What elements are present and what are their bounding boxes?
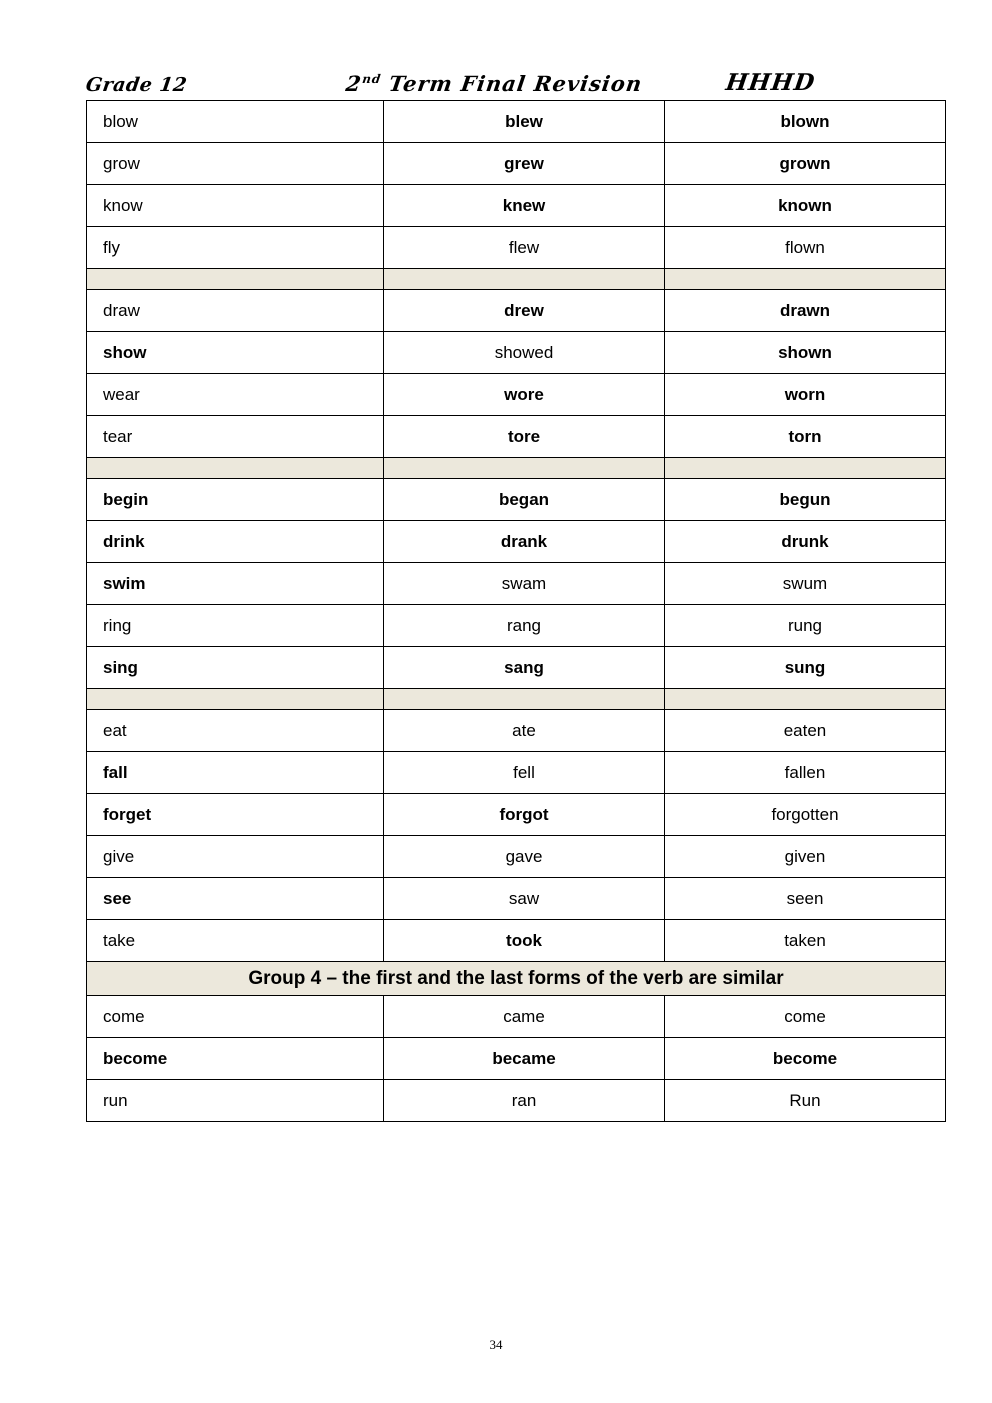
verb-base-cell: begin: [87, 479, 384, 521]
verb-participle-cell: seen: [665, 878, 946, 920]
verb-participle-cell: begun: [665, 479, 946, 521]
table-row: [87, 185, 946, 227]
verb-participle-cell: known: [665, 185, 946, 227]
group-heading-row: [87, 962, 946, 996]
spacer-cell: [384, 689, 665, 710]
header-term-suffix: nd: [361, 72, 383, 86]
verb-participle-cell: worn: [665, 374, 946, 416]
verb-base-cell: ring: [87, 605, 384, 647]
verb-past-cell: came: [384, 996, 665, 1038]
table-row: [87, 710, 946, 752]
verb-past-cell: drew: [384, 290, 665, 332]
verb-past-cell: saw: [384, 878, 665, 920]
verb-past-cell: tore: [384, 416, 665, 458]
verb-participle-cell: flown: [665, 227, 946, 269]
verb-past-cell: grew: [384, 143, 665, 185]
verb-participle-cell: forgotten: [665, 794, 946, 836]
verb-base-cell: run: [87, 1080, 384, 1122]
verb-base-cell: see: [87, 878, 384, 920]
verb-past-cell: forgot: [384, 794, 665, 836]
table-spacer-row: [87, 269, 946, 290]
verb-past-cell: fell: [384, 752, 665, 794]
header-term-text: Term Final Revision: [387, 71, 645, 96]
verb-past-cell: rang: [384, 605, 665, 647]
verb-past-cell: showed: [384, 332, 665, 374]
header-initials: HHHD: [724, 69, 818, 96]
verb-participle-cell: drawn: [665, 290, 946, 332]
table-row: [87, 1038, 946, 1080]
table-row: [87, 1080, 946, 1122]
table-spacer-row: [87, 458, 946, 479]
table-row: [87, 290, 946, 332]
verb-past-cell: wore: [384, 374, 665, 416]
spacer-cell: [384, 458, 665, 479]
verb-base-cell: draw: [87, 290, 384, 332]
verb-participle-cell: torn: [665, 416, 946, 458]
table-row: [87, 227, 946, 269]
verb-past-cell: took: [384, 920, 665, 962]
verb-past-cell: ate: [384, 710, 665, 752]
verb-base-cell: blow: [87, 101, 384, 143]
verb-base-cell: fall: [87, 752, 384, 794]
verb-participle-cell: grown: [665, 143, 946, 185]
verb-base-cell: grow: [87, 143, 384, 185]
header-grade: [84, 74, 337, 96]
page-header: [86, 52, 926, 96]
table-row: [87, 794, 946, 836]
table-body: [87, 101, 946, 1122]
verb-participle-cell: taken: [665, 920, 946, 962]
verb-base-cell: eat: [87, 710, 384, 752]
verb-base-cell: show: [87, 332, 384, 374]
verb-base-cell: give: [87, 836, 384, 878]
verb-base-cell: sing: [87, 647, 384, 689]
table-row: [87, 836, 946, 878]
spacer-cell: [87, 458, 384, 479]
verb-past-cell: flew: [384, 227, 665, 269]
verb-past-cell: swam: [384, 563, 665, 605]
verb-base-cell: drink: [87, 521, 384, 563]
verb-base-cell: know: [87, 185, 384, 227]
verb-participle-cell: eaten: [665, 710, 946, 752]
spacer-cell: [87, 689, 384, 710]
irregular-verbs-table: [86, 100, 946, 1122]
verb-participle-cell: given: [665, 836, 946, 878]
table-spacer-row: [87, 689, 946, 710]
verb-past-cell: knew: [384, 185, 665, 227]
verb-participle-cell: come: [665, 996, 946, 1038]
table-row: [87, 101, 946, 143]
verb-base-cell: swim: [87, 563, 384, 605]
header-term-number: 2: [344, 71, 364, 96]
verb-participle-cell: rung: [665, 605, 946, 647]
table-row: [87, 605, 946, 647]
spacer-cell: [665, 689, 946, 710]
table-row: [87, 479, 946, 521]
verb-base-cell: wear: [87, 374, 384, 416]
table-row: [87, 416, 946, 458]
header-grade-text: Grade 12: [84, 74, 189, 96]
table-row: [87, 563, 946, 605]
spacer-cell: [665, 458, 946, 479]
page-number: 34: [489, 1337, 503, 1352]
table-row: [87, 920, 946, 962]
verb-past-cell: blew: [384, 101, 665, 143]
spacer-cell: [87, 269, 384, 290]
verb-past-cell: sang: [384, 647, 665, 689]
table-row: [87, 374, 946, 416]
verb-participle-cell: become: [665, 1038, 946, 1080]
verb-participle-cell: swum: [665, 563, 946, 605]
spacer-cell: [665, 269, 946, 290]
table-row: [87, 521, 946, 563]
verb-base-cell: tear: [87, 416, 384, 458]
verb-participle-cell: Run: [665, 1080, 946, 1122]
verb-past-cell: gave: [384, 836, 665, 878]
verb-base-cell: fly: [87, 227, 384, 269]
table-row: [87, 332, 946, 374]
header-title: [334, 71, 728, 96]
verb-base-cell: forget: [87, 794, 384, 836]
group-heading-label: Group 4 – the first and the last forms of the verb are similar: [87, 962, 946, 996]
table-row: [87, 752, 946, 794]
verb-past-cell: drank: [384, 521, 665, 563]
spacer-cell: [384, 269, 665, 290]
verb-past-cell: began: [384, 479, 665, 521]
verb-participle-cell: fallen: [665, 752, 946, 794]
table-row: [87, 996, 946, 1038]
table-row: [87, 878, 946, 920]
verb-past-cell: ran: [384, 1080, 665, 1122]
verb-participle-cell: shown: [665, 332, 946, 374]
verb-participle-cell: blown: [665, 101, 946, 143]
verb-base-cell: come: [87, 996, 384, 1038]
verb-past-cell: became: [384, 1038, 665, 1080]
verb-base-cell: take: [87, 920, 384, 962]
verb-base-cell: become: [87, 1038, 384, 1080]
verb-participle-cell: sung: [665, 647, 946, 689]
verb-participle-cell: drunk: [665, 521, 946, 563]
table-row: [87, 143, 946, 185]
table-row: [87, 647, 946, 689]
